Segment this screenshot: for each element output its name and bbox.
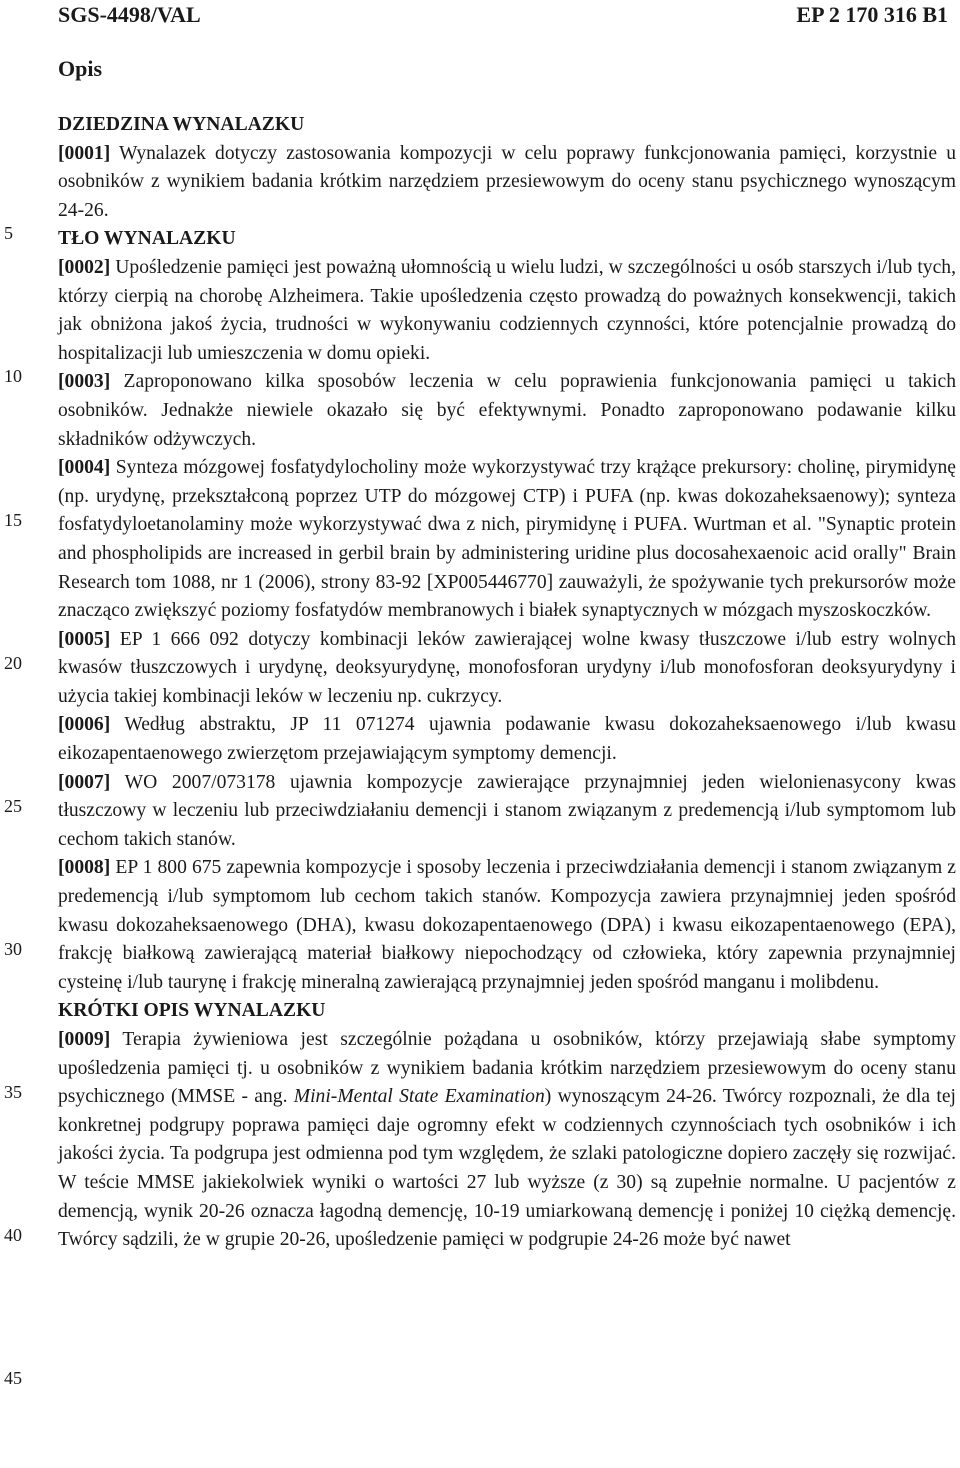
- paragraph-number: [0003]: [58, 371, 111, 393]
- paragraph-text: WO 2007/073178 ujawnia kompozycje zawierające przynajmniej jeden wielonienasycony kwas tłuszczowy w leczeniu lub przeciwdziałaniu demencji i stanom związanym z predemencją i/lub symptomom lub cechom takich stanów.: [58, 771, 956, 850]
- line-number-20: 20: [4, 653, 22, 673]
- paragraph-number: [0004]: [58, 457, 111, 479]
- line-number-25: 25: [4, 796, 22, 816]
- heading-field: DZIEDZINA WYNALAZKU: [58, 114, 305, 135]
- paragraph-number: [0001]: [58, 142, 111, 164]
- document-body: [58, 111, 956, 1255]
- paragraph-0004: [58, 454, 956, 626]
- paragraph-0002: [58, 254, 956, 368]
- paragraph-text: Według abstraktu, JP 11 071274 ujawnia podawanie kwasu dokozaheksaenowego i/lub kwasu eikozapentaenowego zwierzętom przejawiającym symptomy demencji.: [58, 714, 956, 765]
- paragraph-0007: [58, 769, 956, 855]
- paragraph-0003: [58, 368, 956, 454]
- paragraph-0006: [58, 711, 956, 768]
- line-number-40: 40: [4, 1225, 22, 1245]
- paragraph-number: [0009]: [58, 1029, 111, 1050]
- paragraph-text: EP 1 800 675 zapewnia kompozycje i sposoby leczenia i przeciwdziałania demencji i stanom związanym z predemencją i/lub symptomom lub cechom takich stanów. Kompozycja zawiera przynajmniej jeden spośród kwasu dokozaheksaenowego (DHA), kwasu dokozapentaenowego (DPA) i kwasu eikozapentaenowego (EPA), frakcję białkową zawierającą materiał białkowy niepochodzący od człowieka, który zapewnia przynajmniej cysteinę i/lub taurynę i frakcję mineralną zawierającą przynajmniej jeden spośród manganu i molibdenu.: [58, 857, 956, 993]
- paragraph-number: [0007]: [58, 771, 111, 793]
- paragraph-number: [0008]: [58, 857, 111, 879]
- paragraph-text: Zaproponowano kilka sposobów leczenia w celu poprawienia funkcjonowania pamięci u takich osobników. Jednakże niewiele okazało się być efektywnymi. Ponadto zaproponowano podawanie kilku składników odżywczych.: [58, 371, 956, 450]
- header-document-id: SGS-4498/VAL: [58, 2, 201, 27]
- line-number-15: 15: [4, 510, 22, 530]
- paragraph-text: Upośledzenie pamięci jest poważną ułomnością u wielu ludzi, w szczególności u osób starszych i/lub tych, którzy cierpią na chorobę Alzheimera. Takie upośledzenia często prowadzą do poważnych konsekwencji, takich jak obniżona jakoś życia, trudności w wykonywaniu codziennych czynności, które potencjalnie prowadzą do hospitalizacji lub umieszczenia w domu opieki.: [58, 256, 956, 364]
- line-number-5: 5: [4, 223, 13, 243]
- line-number-45: 45: [4, 1368, 22, 1388]
- line-number-10: 10: [4, 366, 22, 386]
- header-patent-number: EP 2 170 316 B1: [796, 2, 948, 27]
- paragraph-0009: [58, 1026, 956, 1255]
- paragraph-number: [0005]: [58, 628, 111, 650]
- section-title: Opis: [58, 56, 103, 81]
- heading-background: TŁO WYNALAZKU: [58, 228, 236, 250]
- paragraph-text: ) wynoszącym 24-26. Twórcy rozpoznali, że dla tej konkretnej podgrupy poprawa pamięci daje ogromny efekt w codziennych czynnościach tych osobników i ich jakości życia. Ta podgrupa jest odmienna pod tym względem, że szlaki patologiczne dopiero zaczęły się rozwijać. W teście MMSE jakiekolwiek wyniki o wartości 27 lub wyższe (z 30) są zupełnie normalne. U pacjentów z demencją, wynik 20-26 oznacza łagodną demencję, 10-19 umiarkowaną demencję i poniżej 10 ciężką demencję. Twórcy sądzili, że w grupie 20-26, upośledzenie pamięci w podgrupie 24-26 może być nawet: [58, 1086, 957, 1251]
- heading-summary: KRÓTKI OPIS WYNALAZKU: [58, 1000, 326, 1022]
- paragraph-number: [0006]: [58, 714, 111, 736]
- paragraph-text: Terapia żywieniowa jest szczególnie pożądana u osobników, którzy przejawiają słabe symptomy upośledzenia pamięci tj. u osobników z wynikiem badania krótkim narzędziem przesiewowym do oceny stanu psychicznego (MMSE - ang.: [58, 1029, 956, 1108]
- paragraph-text: Wynalazek dotyczy zastosowania kompozycji w celu poprawy funkcjonowania pamięci, korzystnie u osobników z wynikiem badania krótkim narzędziem przesiewowym do oceny stanu psychicznego wynoszącym 24-26.: [58, 142, 956, 221]
- paragraph-0001: [58, 140, 956, 226]
- paragraph-text: Synteza mózgowej fosfatydylocholiny może wykorzystywać trzy krążące prekursory: cholinę, pirymidynę (np. urydynę, przekształconą poprzez UTP do mózgowej CTP) i PUFA (np. kwas dokozaheksaenowy); synteza fosfatydyloetanolaminy może wykorzystywać dwa z nich, pirymidynę i PUFA. Wurtman et al. "Synaptic protein and phospholipids are increased in gerbil brain by administering uridine plus docosahexaenoic acid orally" Brain Research tom 1088, nr 1 (2006), strony 83-92 [XP005446770] zauważyli, że spożywanie tych prekursorów może znacząco zwiększyć poziomy fosfatydów membranowych i białek synaptycznych w mózgach myszoskoczków.: [58, 457, 956, 622]
- paragraph-0008: [58, 854, 956, 997]
- paragraph-text: EP 1 666 092 dotyczy kombinacji leków zawierającej wolne kwasy tłuszczowe i/lub estry wolnych kwasów tłuszczowych i urydynę, deoksyurydynę, monofosforan urydyny i/lub monofosforan deoksyurydyny i użycia takiej kombinacji leków w leczeniu np. cukrzycy.: [58, 628, 956, 707]
- line-number-30: 30: [4, 939, 22, 959]
- paragraph-number: [0002]: [58, 256, 111, 278]
- paragraph-italic-term: Mini-Mental State Examination: [293, 1086, 545, 1108]
- line-number-35: 35: [4, 1082, 22, 1102]
- paragraph-0005: [58, 626, 956, 712]
